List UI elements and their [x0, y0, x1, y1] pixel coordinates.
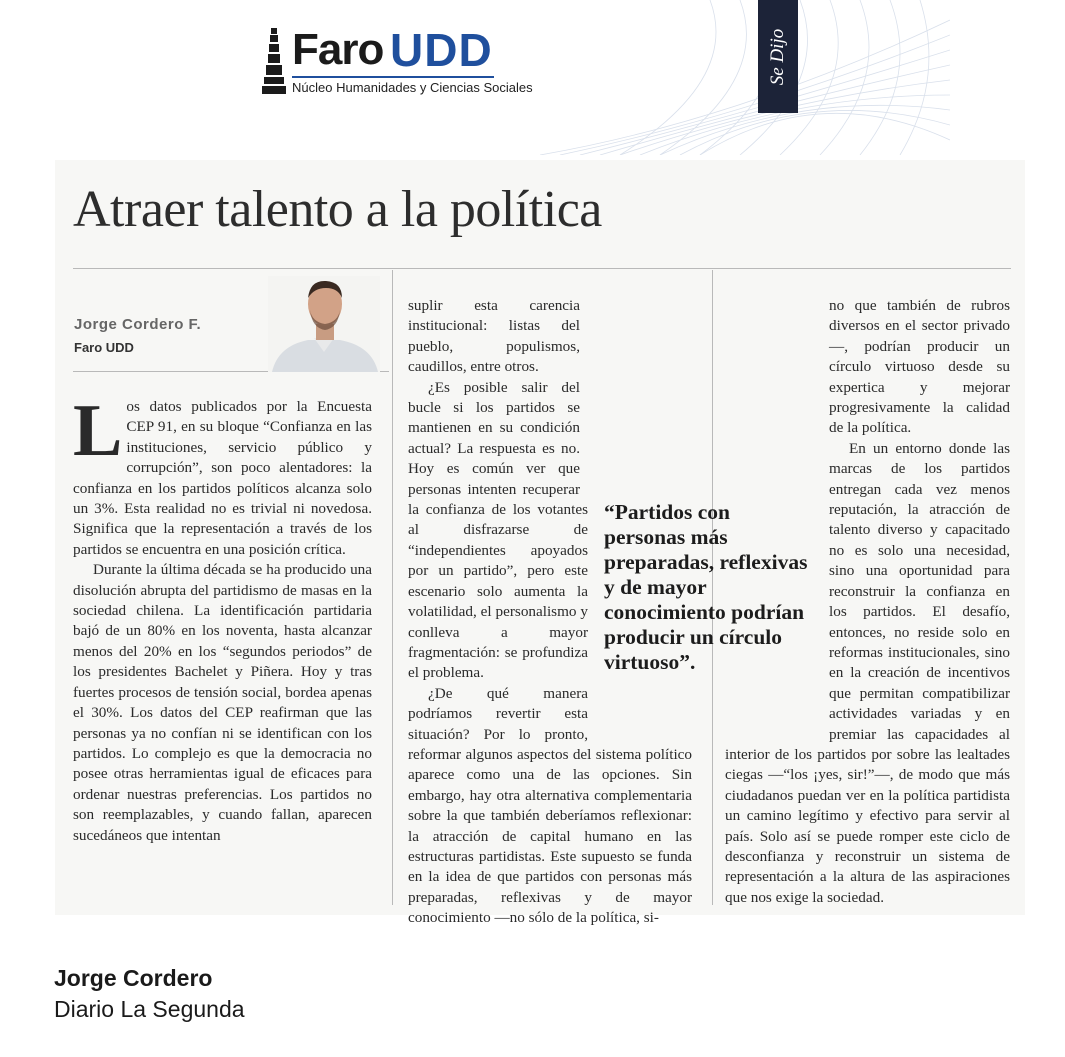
lighthouse-icon: [262, 28, 286, 94]
section-tab: [758, 0, 798, 113]
caption-author: Jorge Cordero: [54, 965, 213, 991]
decorative-grid-pattern: [540, 0, 950, 155]
author-name: Jorge Cordero F.: [74, 316, 202, 333]
paragraph: ¿De qué manera podríamos revertir esta situación? Por lo pronto, reformar algunos aspectos del sistema político aparece como una de las opciones. Sin embargo, hay otra alternativa complementaria sobre la que también deberíamos reflexionar: la atracción de capital humano en las estructuras partidistas. Este supuesto se funda en la idea de que partidos con personas más preparadas, reflexivas y de mayor conocimiento —no sólo de la política, si-: [408, 684, 692, 927]
article-headline: Atraer talento a la política: [73, 181, 602, 238]
author-organization: Faro UDD: [74, 340, 134, 355]
article-column-1: [73, 390, 372, 846]
pull-quote: “Partidos con personas más preparadas, reflexivas y de mayor conocimiento podrían producir un círculo virtuoso”.: [604, 500, 808, 674]
paragraph: os datos publicados por la Encuesta CEP 91, en su bloque “Confianza en las instituciones, servicio público y corrupción”, son poco alentadores: la confianza en los partidos políticos alcanza solo un 3%. Esta realidad no es trivial ni novedosa. Significa que la representación a través de los partidos se encuentra en una posición crítica.: [73, 398, 372, 558]
paragraph: no que también de rubros diversos en el sector privado—, podrían producir un círculo virtuoso desde su expertica y mejorar progresivamente la calidad de la política.: [829, 297, 1010, 437]
caption-source: Diario La Segunda: [54, 996, 245, 1022]
column-divider-1: [392, 270, 393, 905]
headline-rule: [73, 268, 1011, 269]
paragraph: suplir esta carencia institucional: listas del pueblo, populismos, caudillos, entre otros.: [408, 297, 580, 376]
paragraph: Durante la última década se ha producido una disolución abrupta del partidismo de masas en la sociedad chilena. La identificación partidaria bajó de un 80% en los noventa, hasta alcanzar menos del 20% en los “segundos periodos” de los presidentes Bachelet y Piñera. Hoy y tras fuertes procesos de tensión social, bordea apenas el 30%. Los datos del CEP reafirman que las personas ya no confían ni se identifican con los partidos. Lo complejo es que la democracia no posee otras herramientas igual de eficaces para ordenar nuestras preferencias. Los partidos no son reemplazables, y cuando fallan, aparecen sucedáneos que intentan: [73, 561, 372, 844]
brand-wordmark: Faro: [292, 25, 384, 74]
brand-subtitle: Núcleo Humanidades y Ciencias Sociales: [292, 80, 533, 95]
drop-cap: L: [73, 390, 123, 472]
brand-udd-wordmark: UDD: [390, 24, 493, 76]
paragraph: En un entorno donde las marcas de los partidos entregan cada vez menos reputación, la atracción de talento diverso y capacitado no es solo una necesidad, sino una oportunidad para reconstruir la confianza en los partidos. El desafío, entonces, no reside solo en reformas institucionales, sino en la creación de incentivos que permitan compatibilizar actividades variadas y en premiar las capacidades al interior de los partidos por sobre las lealtades ciegas —“los ¡yes, sir!”—, de modo que más ciudadanos puedan ver en la política partidista un camino legítimo y efectivo para servir al país. Solo así se puede romper este ciclo de desconfianza y reconstruir un sistema de representación a la altura de las aspiraciones que nos exige la sociedad.: [725, 439, 1010, 906]
brand-divider: [292, 76, 494, 78]
paragraph: ¿Es posible salir del bucle si los partidos se mantienen en su condición actual? La respuesta es no. Hoy es común ver que personas intenten recuperar la confianza de los votantes al disfrazarse de “independientes apoyados por un partido”, pero este escenario solo aumenta la volatilidad, el personalismo y conlleva a mayor fragmentación: se profundiza el problema.: [408, 378, 588, 682]
header-band: [0, 0, 1065, 160]
author-photo: [268, 276, 380, 372]
section-tab-label: Se Dijo: [767, 28, 788, 85]
